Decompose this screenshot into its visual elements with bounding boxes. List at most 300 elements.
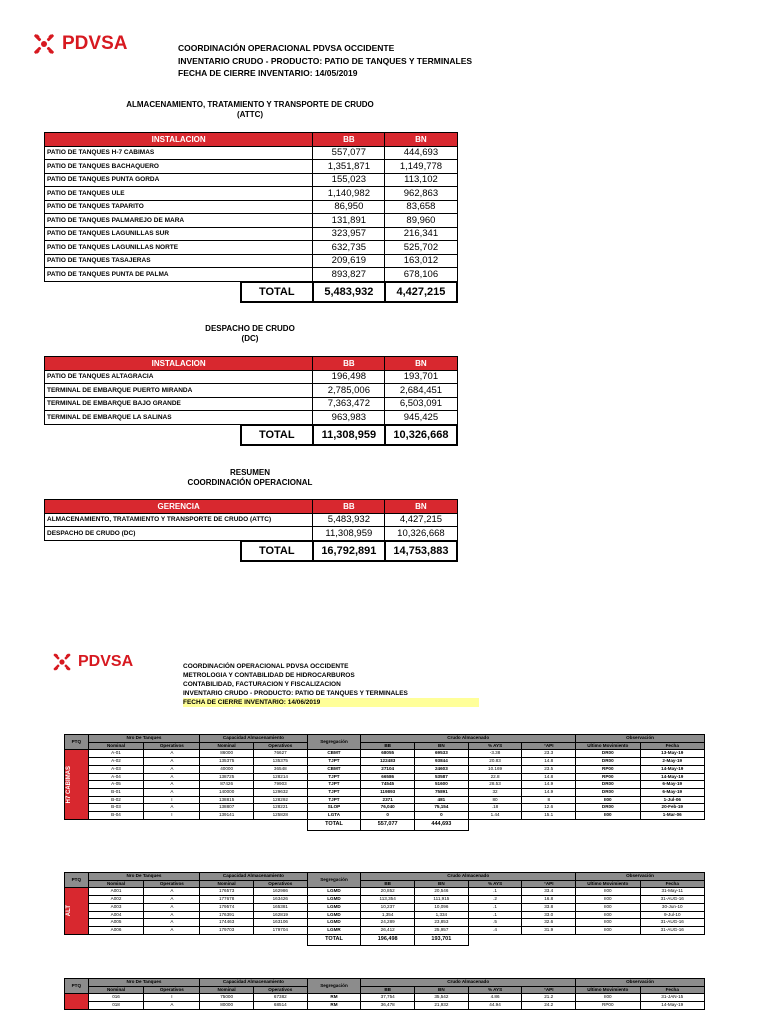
table-row [65, 765, 705, 773]
operativo-status: A [144, 911, 200, 919]
ultimo-movimiento: RP00 [576, 1002, 640, 1010]
bb-value: 893,827 [313, 268, 385, 282]
bn-value: 163,012 [385, 254, 457, 268]
fecha: 1-Jul-06 [640, 796, 705, 804]
pdvsa-wordmark: PDVSA [78, 653, 134, 670]
cap-operativos: 79903 [253, 781, 307, 789]
resumen-table [44, 499, 458, 562]
segregacion: TJPT [307, 796, 361, 804]
bb: 74545 [361, 781, 415, 789]
dc-title-line2: (DC) [241, 334, 259, 343]
fecha: 20-Feb-19 [640, 804, 705, 812]
nominal-tank: A-03 [88, 765, 144, 773]
col-ays: % AYS [468, 880, 522, 888]
alt-table [64, 872, 705, 946]
segregacion: LGMR [307, 926, 361, 934]
segregacion: TJPT [307, 758, 361, 766]
segregacion: CBMT [307, 750, 361, 758]
bb: 1,354 [361, 911, 415, 919]
cap-operativos: 68514 [253, 1002, 307, 1010]
pdvsa-logo [50, 650, 133, 674]
dc-table [44, 356, 458, 446]
col-operativos: Operativos [144, 986, 200, 994]
cap-operativos: 67382 [253, 994, 307, 1002]
bb: 20,852 [361, 888, 415, 896]
bb-value: 557,077 [313, 146, 385, 160]
ultimo-movimiento: RP00 [576, 773, 640, 781]
fecha: 6-May-19 [640, 788, 705, 796]
col-segregacion: Segregación [307, 873, 361, 888]
table-row [65, 888, 705, 896]
col-ptq: PTQ [65, 979, 89, 994]
table-row [65, 926, 705, 934]
bn-value: 89,960 [385, 214, 457, 228]
header-line: INVENTARIO CRUDO - PRODUCTO: PATIO DE TANQUES Y TERMINALES [178, 55, 473, 66]
cap-operativos: 76627 [253, 750, 307, 758]
col-instalacion: INSTALACION [45, 133, 313, 147]
ays: .1 [468, 888, 522, 896]
col-bb: BB [361, 880, 415, 888]
api: 33.8 [522, 903, 576, 911]
nominal-tank: 016 [88, 994, 144, 1002]
ultimo-movimiento: II00 [576, 911, 640, 919]
attc-title-line1: ALMACENAMIENTO, TRATAMIENTO Y TRANSPORTE DE CRUDO [126, 100, 374, 109]
cap-operativos: 163106 [253, 919, 307, 927]
col-bb: BB [313, 357, 385, 371]
col-operativos: Operativos [144, 742, 200, 750]
instalacion-name: PATIO DE TANQUES BACHAQUERO [45, 160, 313, 174]
total-bn: 4,427,215 [385, 282, 457, 302]
ultimo-movimiento: DR00 [576, 788, 640, 796]
ays: 32 [468, 788, 522, 796]
nominal-tank: B-02 [88, 796, 144, 804]
total-label: TOTAL [307, 819, 361, 830]
instalacion-name: ALMACENAMIENTO, TRATAMIENTO Y TRANSPORTE DE CRUDO (ATTC) [45, 513, 313, 527]
instalacion-name: PATIO DE TANQUES ULE [45, 187, 313, 201]
cap-nominal: 75000 [200, 994, 254, 1002]
bn-value: 962,863 [385, 187, 457, 201]
ultimo-movimiento: II00 [576, 812, 640, 820]
bn: 35,542 [415, 994, 469, 1002]
fecha: 30-Jun-10 [640, 903, 705, 911]
col-ays: % AYS [468, 742, 522, 750]
instalacion-name: PATIO DE TANQUES LAGUNILLAS NORTE [45, 241, 313, 255]
ultimo-movimiento: II00 [576, 796, 640, 804]
bn-value: 83,658 [385, 200, 457, 214]
cap-operativos: 129632 [253, 788, 307, 796]
table-row [45, 370, 458, 384]
segregacion: RM [307, 1002, 361, 1010]
cap-nominal: 138807 [200, 804, 254, 812]
dc-title-line1: DESPACHO DE CRUDO [205, 324, 295, 333]
bb: 37,754 [361, 994, 415, 1002]
total-label: TOTAL [241, 425, 313, 445]
cap-operativos: 162819 [253, 911, 307, 919]
bn: 53587 [415, 773, 469, 781]
cap-operativos: 125828 [253, 812, 307, 820]
col-bb: BB [313, 133, 385, 147]
table-row [65, 804, 705, 812]
bb-value: 2,785,006 [313, 384, 385, 398]
bn: 10,096 [415, 903, 469, 911]
cap-operativos: 163426 [253, 896, 307, 904]
bb-value: 209,619 [313, 254, 385, 268]
bb: 24,289 [361, 919, 415, 927]
bn: 69533 [415, 750, 469, 758]
instalacion-name: PATIO DE TANQUES ALTAGRACIA [45, 370, 313, 384]
table-row [65, 788, 705, 796]
table-row [45, 187, 458, 201]
ultimo-movimiento: DR00 [576, 758, 640, 766]
col-fecha: Fecha [640, 880, 705, 888]
h7-cabimas-table [64, 734, 705, 831]
instalacion-name: PATIO DE TANQUES TAPARITO [45, 200, 313, 214]
nominal-tank: A-04 [88, 773, 144, 781]
bb: 36,478 [361, 1002, 415, 1010]
nominal-tank: B-01 [88, 788, 144, 796]
segregacion: RM [307, 994, 361, 1002]
bb: 66586 [361, 773, 415, 781]
bb: 113,354 [361, 896, 415, 904]
col-bn: BN [415, 880, 469, 888]
col-nominal: Nominal [200, 986, 254, 994]
operativo-status: A [144, 765, 200, 773]
operativo-status: I [144, 796, 200, 804]
table-row [45, 254, 458, 268]
api: 21.2 [522, 994, 576, 1002]
bn-value: 1,149,778 [385, 160, 457, 174]
fecha: 31-AUG-16 [640, 919, 705, 927]
segregacion: LGMD [307, 919, 361, 927]
cap-nominal: 139141 [200, 812, 254, 820]
instalacion-name: DESPACHO DE CRUDO (DC) [45, 527, 313, 541]
api: 33.0 [522, 911, 576, 919]
table-row [65, 896, 705, 904]
bn: 21,932 [415, 1002, 469, 1010]
col-instalacion: INSTALACION [45, 357, 313, 371]
col-crudo-almacenado: Crudo Almacenado [361, 873, 576, 881]
nominal-tank: A002 [88, 896, 144, 904]
total-bn: 14,753,883 [385, 541, 457, 561]
col-bb: BB [361, 742, 415, 750]
bn-value: 6,503,091 [385, 397, 457, 411]
resumen-title-line2: COORDINACIÓN OPERACIONAL [187, 478, 313, 487]
ultimo-movimiento: DR00 [576, 750, 640, 758]
bn-value: 678,106 [385, 268, 457, 282]
cap-nominal: 176391 [200, 911, 254, 919]
operativo-status: A [144, 919, 200, 927]
instalacion-name: TERMINAL DE EMBARQUE BAJO GRANDE [45, 397, 313, 411]
ays: 20.83 [468, 758, 522, 766]
bb-value: 632,735 [313, 241, 385, 255]
total-bb: 5,483,932 [313, 282, 385, 302]
ays: .2 [468, 896, 522, 904]
segregacion: SLOP [307, 804, 361, 812]
segregacion: TJPT [307, 773, 361, 781]
col-bn: BN [385, 133, 457, 147]
bn: 75,154 [415, 804, 469, 812]
bn-value: 193,701 [385, 370, 457, 384]
col-bn: BN [385, 357, 457, 371]
resumen-title-line1: RESUMEN [229, 468, 270, 477]
ptq-label [65, 750, 89, 819]
ays: 4.86 [468, 994, 522, 1002]
nominal-tank: 018 [88, 1002, 144, 1010]
col-bb: BB [313, 500, 385, 514]
fecha: 31-AUG-16 [640, 896, 705, 904]
col-operativos: Operativos [253, 986, 307, 994]
total-label: TOTAL [307, 934, 361, 945]
segregacion: CBMT [307, 765, 361, 773]
cap-operativos: 128221 [253, 804, 307, 812]
bn-value: 2,684,451 [385, 384, 457, 398]
col-ultimo: Ultimo Movimiento [576, 742, 640, 750]
table-row [45, 227, 458, 241]
bb-value: 1,351,871 [313, 160, 385, 174]
api: 23.3 [522, 750, 576, 758]
bb: 76,040 [361, 804, 415, 812]
cap-operativos: 179704 [253, 926, 307, 934]
col-ays: % AYS [468, 986, 522, 994]
table-row [45, 146, 458, 160]
col-gerencia: GERENCIA [45, 500, 313, 514]
table-row [65, 994, 705, 1002]
api: 15.1 [522, 812, 576, 820]
col-bn: BN [415, 986, 469, 994]
table-row [45, 214, 458, 228]
nominal-tank: A-05 [88, 781, 144, 789]
resumen-total-row [45, 541, 458, 561]
col-ptq: PTQ [65, 873, 89, 888]
bb-value: 155,023 [313, 173, 385, 187]
cap-operativos: 128214 [253, 773, 307, 781]
total-bb: 196,498 [361, 934, 415, 945]
col-api: °API [522, 880, 576, 888]
cierre-date: FECHA DE CIERRE INVENTARIO: 14/06/2019 [183, 698, 479, 707]
ultimo-movimiento: DR00 [576, 804, 640, 812]
pdvsa-logo [30, 30, 127, 58]
instalacion-name: PATIO DE TANQUES PUNTA DE PALMA [45, 268, 313, 282]
col-bn: BN [385, 500, 457, 514]
col-nominal: Nominal [200, 880, 254, 888]
attc-total-row [45, 282, 458, 302]
bn: 0 [415, 812, 469, 820]
table-row [45, 200, 458, 214]
nominal-tank: A004 [88, 911, 144, 919]
col-operativos: Operativos [253, 880, 307, 888]
bn: 51600 [415, 781, 469, 789]
attc-title-line2: (ATTC) [236, 110, 264, 119]
table-row [45, 527, 458, 541]
operativo-status: A [144, 903, 200, 911]
total-bb: 16,792,891 [313, 541, 385, 561]
api: 14.9 [522, 788, 576, 796]
nominal-tank: A005 [88, 919, 144, 927]
api: 16.8 [522, 896, 576, 904]
fecha: 13-May-19 [640, 750, 705, 758]
cap-nominal: 40000 [200, 765, 254, 773]
ays: .1 [468, 911, 522, 919]
cap-nominal: 179703 [200, 926, 254, 934]
col-nominal: Nominal [88, 880, 144, 888]
table-row [65, 781, 705, 789]
header-line: FECHA DE CIERRE INVENTARIO: 14/05/2019 [178, 68, 358, 78]
ays: 80 [468, 796, 522, 804]
fecha: 6-May-19 [640, 781, 705, 789]
total-bb: 11,308,959 [313, 425, 385, 445]
bb-value: 5,483,932 [313, 513, 385, 527]
col-capacidad: Capacidad Almacenamiento [200, 735, 307, 743]
bb-value: 323,957 [313, 227, 385, 241]
dc-title [100, 324, 400, 344]
col-operativos: Operativos [253, 742, 307, 750]
fecha: 31-JAN-15 [640, 994, 705, 1002]
col-crudo-almacenado: Crudo Almacenado [361, 979, 576, 987]
table-row [65, 812, 705, 820]
col-ultimo: Ultimo Movimiento [576, 986, 640, 994]
table-row [65, 758, 705, 766]
bn: 481 [415, 796, 469, 804]
instalacion-name: PATIO DE TANQUES PALMAREJO DE MARA [45, 214, 313, 228]
total-bn: 193,701 [415, 934, 469, 945]
bn-value: 525,702 [385, 241, 457, 255]
table-row [65, 919, 705, 927]
nominal-tank: A003 [88, 903, 144, 911]
col-nro-tanques: Nro De Tanques [88, 735, 200, 743]
col-bb: BB [361, 986, 415, 994]
operativo-status: A [144, 781, 200, 789]
segregacion: LGMD [307, 903, 361, 911]
col-nro-tanques: Nro De Tanques [88, 873, 200, 881]
col-bn: BN [415, 742, 469, 750]
ptq-label [65, 888, 89, 934]
cap-nominal: 177678 [200, 896, 254, 904]
operativo-status: A [144, 896, 200, 904]
bb-value: 86,950 [313, 200, 385, 214]
bn: 25,957 [415, 926, 469, 934]
operativo-status: A [144, 750, 200, 758]
page1-header [178, 42, 472, 80]
col-capacidad: Capacidad Almacenamiento [200, 873, 307, 881]
bn: 20,546 [415, 888, 469, 896]
ays: .5 [468, 919, 522, 927]
col-crudo-almacenado: Crudo Almacenado [361, 735, 576, 743]
segregacion: LGMD [307, 896, 361, 904]
fecha: 9-Jul-10 [640, 911, 705, 919]
bb-value: 7,363,472 [313, 397, 385, 411]
instalacion-name: PATIO DE TANQUES H-7 CABIMAS [45, 146, 313, 160]
nominal-tank: B-03 [88, 804, 144, 812]
table-row [45, 241, 458, 255]
ays: 22.8 [468, 773, 522, 781]
bn-value: 10,326,668 [385, 527, 457, 541]
ultimo-movimiento: II00 [576, 888, 640, 896]
ays: 28.53 [468, 781, 522, 789]
cap-nominal: 138815 [200, 796, 254, 804]
segregacion: LGMD [307, 911, 361, 919]
table-row [45, 160, 458, 174]
total-label: TOTAL [241, 282, 313, 302]
bb: 119893 [361, 788, 415, 796]
total-row [65, 934, 705, 945]
bb: 27104 [361, 765, 415, 773]
bb: 26,412 [361, 926, 415, 934]
fecha: 1-Mar-06 [640, 812, 705, 820]
header-line: METROLOGIA Y CONTABILIDAD DE HIDROCARBUROS [183, 672, 355, 679]
cap-nominal: 138725 [200, 773, 254, 781]
api: 32.6 [522, 919, 576, 927]
bn: 23,853 [415, 919, 469, 927]
bn: 75891 [415, 788, 469, 796]
cap-operativos: 165381 [253, 903, 307, 911]
bn-value: 216,341 [385, 227, 457, 241]
fecha: 31-May-11 [640, 888, 705, 896]
bb: 122483 [361, 758, 415, 766]
cap-nominal: 176573 [200, 888, 254, 896]
table-row [65, 903, 705, 911]
nominal-tank: A006 [88, 926, 144, 934]
col-operativos: Operativos [144, 880, 200, 888]
nominal-tank: A001 [88, 888, 144, 896]
bb-value: 11,308,959 [313, 527, 385, 541]
operativo-status: A [144, 804, 200, 812]
api: 14.8 [522, 773, 576, 781]
ays: -3.38 [468, 750, 522, 758]
api: 23.5 [522, 765, 576, 773]
ays: 10.169 [468, 765, 522, 773]
col-nominal: Nominal [88, 742, 144, 750]
nominal-tank: A-01 [88, 750, 144, 758]
cap-nominal: 179574 [200, 903, 254, 911]
attc-table [44, 132, 458, 303]
bn-value: 945,425 [385, 411, 457, 425]
fecha: 14-May-19 [640, 1002, 705, 1010]
operativo-status: A [144, 758, 200, 766]
bb: 10,237 [361, 903, 415, 911]
col-fecha: Fecha [640, 742, 705, 750]
col-ptq: PTQ [65, 735, 89, 750]
third-table [64, 978, 705, 1010]
table-row [65, 796, 705, 804]
total-row [65, 819, 705, 830]
bn: 1,334 [415, 911, 469, 919]
bb-value: 963,983 [313, 411, 385, 425]
table-row [45, 384, 458, 398]
api: 33.4 [522, 888, 576, 896]
col-observacion: Observación [576, 979, 705, 987]
operativo-status: A [144, 788, 200, 796]
operativo-status: A [144, 773, 200, 781]
ultimo-movimiento: II00 [576, 919, 640, 927]
nominal-tank: B-04 [88, 812, 144, 820]
instalacion-name: TERMINAL DE EMBARQUE PUERTO MIRANDA [45, 384, 313, 398]
fecha: 2-May-19 [640, 758, 705, 766]
header-line: INVENTARIO CRUDO - PRODUCTO: PATIO DE TANQUES Y TERMINALES [183, 690, 408, 697]
col-nro-tanques: Nro De Tanques [88, 979, 200, 987]
ultimo-movimiento: RP00 [576, 765, 640, 773]
cap-nominal: 87426 [200, 781, 254, 789]
table-row [65, 1002, 705, 1010]
cap-nominal: 135375 [200, 758, 254, 766]
table-row [65, 773, 705, 781]
bb: 2371 [361, 796, 415, 804]
ptq-text: H7 CABIMAS [66, 765, 72, 804]
cap-operativos: 128292 [253, 796, 307, 804]
bb-value: 196,498 [313, 370, 385, 384]
cap-nominal: 174463 [200, 919, 254, 927]
col-nominal: Nominal [88, 986, 144, 994]
operativo-status: I [144, 812, 200, 820]
